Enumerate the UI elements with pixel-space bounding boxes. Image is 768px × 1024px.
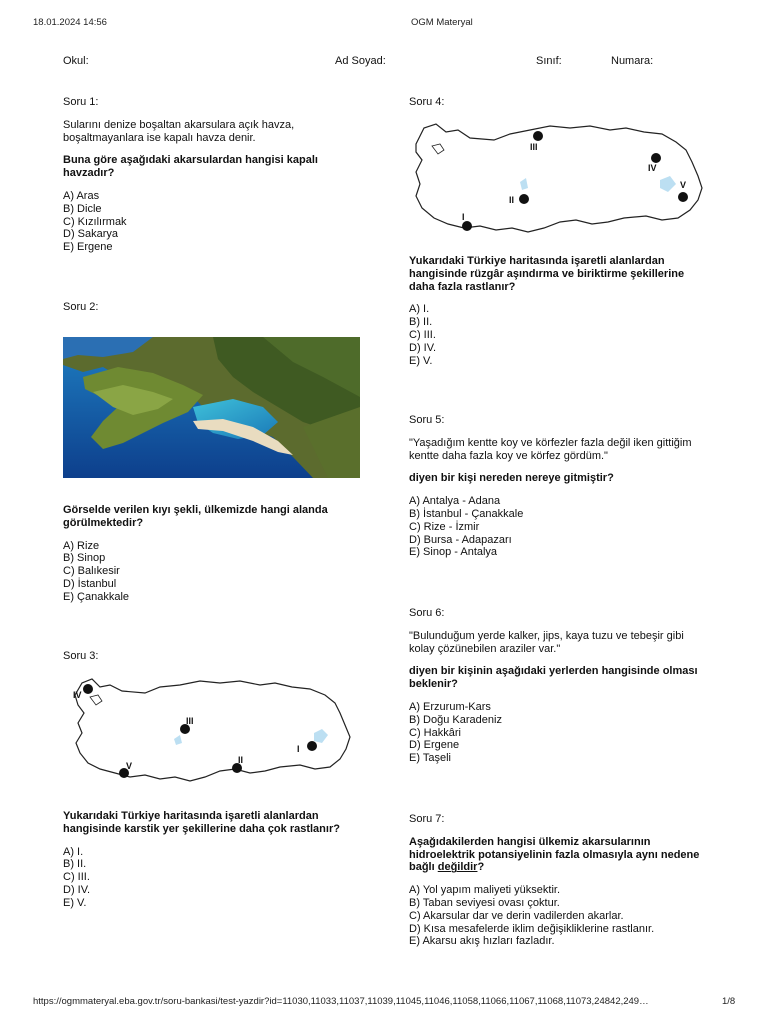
option-e: E) V. — [409, 354, 433, 367]
question-prompt: Görselde verilen kıyı şekli, ülkemizde hangi alanda görülmektedir? — [63, 504, 328, 529]
marker-i-dot — [462, 221, 472, 231]
page-title: OGM Materyal — [411, 17, 473, 28]
option-c: C) Rize - İzmir — [409, 520, 480, 533]
footer-url: https://ogmmateryal.eba.gov.tr/soru-bankasi/test-yazdir?id=11030,11033,11037,11039,11045,11046,11058,11066,11067,11068,11073,24842,249… — [33, 996, 649, 1007]
option-b: B) Sinop — [63, 552, 106, 565]
question-number: Soru 1: — [63, 96, 99, 108]
option-a: A) Aras — [63, 189, 100, 202]
marker-iii-label: III — [530, 142, 538, 152]
coastline-photo — [63, 337, 360, 478]
option-d: D) IV. — [409, 341, 437, 354]
page-number: 1/8 — [722, 996, 736, 1007]
question-quote: "Bulunduğum yerde kalker, jips, kaya tuzu ve tebeşir gibi kolay çözünebilen araziler var." — [409, 629, 684, 655]
marker-v-dot — [678, 192, 688, 202]
option-a: A) Erzurum-Kars — [409, 700, 491, 713]
question-5 — [409, 414, 709, 559]
marker-iii-label: III — [186, 716, 194, 726]
question-number: Soru 2: — [63, 301, 99, 313]
option-b: B) Dicle — [63, 202, 102, 215]
option-c: C) III. — [409, 328, 436, 341]
question-2 — [63, 504, 363, 604]
option-a: A) Antalya - Adana — [409, 495, 501, 508]
marker-iv-label: IV — [73, 690, 82, 700]
marker-i-dot — [307, 741, 317, 751]
option-b: B) II. — [63, 858, 87, 871]
marker-i-label: I — [297, 744, 300, 754]
question-1 — [63, 96, 363, 254]
question-3-number-wrap — [63, 650, 363, 663]
option-b: B) İstanbul - Çanakkale — [409, 507, 524, 520]
option-d: D) IV. — [63, 883, 91, 896]
question-prompt: diyen bir kişi nereden nereye gitmiştir? — [409, 472, 614, 485]
marker-ii-label: II — [509, 195, 515, 205]
option-c: C) III. — [63, 871, 90, 884]
question-7 — [409, 813, 709, 948]
prompt-end: ? — [477, 861, 485, 874]
option-d: D) Sakarya — [63, 228, 119, 241]
marker-v-label: V — [126, 761, 133, 771]
question-4-number-wrap — [409, 96, 709, 109]
option-c: C) Akarsular dar ve derin vadilerden akarlar. — [409, 909, 624, 922]
marker-iv-dot — [83, 684, 93, 694]
name-field-label: Ad Soyad: — [335, 55, 386, 67]
prompt-underlined: değildir — [437, 861, 478, 874]
class-field-label: Sınıf: — [536, 55, 562, 67]
school-field-label: Okul: — [63, 55, 89, 67]
option-b: B) Doğu Karadeniz — [409, 713, 502, 726]
question-prompt: Yukarıdaki Türkiye haritasında işaretli alanlardan hangisinde karstik yer şekillerine daha çok rastlanır? — [63, 810, 340, 835]
option-d: D) İstanbul — [63, 577, 117, 590]
question-6 — [409, 607, 709, 765]
option-e: E) Çanakkale — [63, 590, 130, 603]
option-c: C) Balıkesir — [63, 565, 120, 578]
question-number: Soru 4: — [409, 96, 445, 108]
marker-iv-label: IV — [648, 163, 657, 173]
marker-v-label: V — [680, 180, 687, 190]
question-prompt: diyen bir kişinin aşağıdaki yerlerden hangisinde olması beklenir? — [409, 665, 698, 691]
option-e: E) Sinop - Antalya — [409, 546, 498, 559]
question-number: Soru 6: — [409, 607, 445, 619]
question-2-number-wrap — [63, 301, 363, 314]
question-quote: "Yaşadığım kentte koy ve körfezler fazla değil iken gittiğim kentte daha fazla koy ve körfez gördüm." — [409, 436, 692, 462]
marker-i-label: I — [462, 212, 465, 222]
question-number: Soru 3: — [63, 650, 99, 662]
option-e: E) Ergene — [63, 241, 113, 254]
question-text: Sularını denize boşaltan akarsulara açık havza, boşaltmayanlara ise kapalı havza denir. — [63, 118, 295, 144]
option-c: C) Kızılırmak — [63, 215, 127, 228]
marker-iv-dot — [651, 153, 661, 163]
option-d: D) Kısa mesafelerde iklim değişikliklerine rastlanır. — [409, 922, 655, 935]
option-b: B) Taban seviyesi ovası çoktur. — [409, 896, 560, 909]
marker-ii-label: II — [238, 755, 244, 765]
print-datetime: 18.01.2024 14:56 — [33, 17, 107, 28]
option-a: A) Yol yapım maliyeti yüksektir. — [409, 884, 561, 897]
question-3 — [63, 810, 363, 910]
option-a: A) I. — [409, 303, 430, 316]
question-prompt — [409, 836, 709, 874]
question-prompt: Buna göre aşağıdaki akarsulardan hangisi kapalı havzadır? — [63, 154, 318, 180]
question-4 — [409, 255, 709, 367]
option-c: C) Hakkâri — [409, 726, 461, 739]
option-a: A) Rize — [63, 539, 100, 552]
turkey-map-q4 — [410, 118, 705, 243]
option-e: E) Taşeli — [409, 752, 451, 765]
turkey-map-q3 — [70, 673, 360, 788]
option-d: D) Ergene — [409, 739, 460, 752]
question-number: Soru 5: — [409, 414, 445, 426]
option-e: E) Akarsu akış hızları fazladır. — [409, 935, 555, 948]
marker-ii-dot — [519, 194, 529, 204]
question-number: Soru 7: — [409, 813, 445, 825]
marker-iii-dot — [533, 131, 543, 141]
option-d: D) Bursa - Adapazarı — [409, 533, 512, 546]
question-prompt: Yukarıdaki Türkiye haritasında işaretli alanlardan hangisinde rüzgâr aşındırma ve biriktirme şekillerine daha fazla rastlanır? — [409, 255, 685, 293]
option-b: B) II. — [409, 316, 433, 329]
number-field-label: Numara: — [611, 55, 654, 67]
option-e: E) V. — [63, 896, 87, 909]
prompt-start: Aşağıdakilerden hangisi ülkemiz akarsularının hidroelektrik potansiyelinin fazla olmasıyla aynı nedene bağlı — [409, 835, 700, 874]
option-a: A) I. — [63, 845, 84, 858]
